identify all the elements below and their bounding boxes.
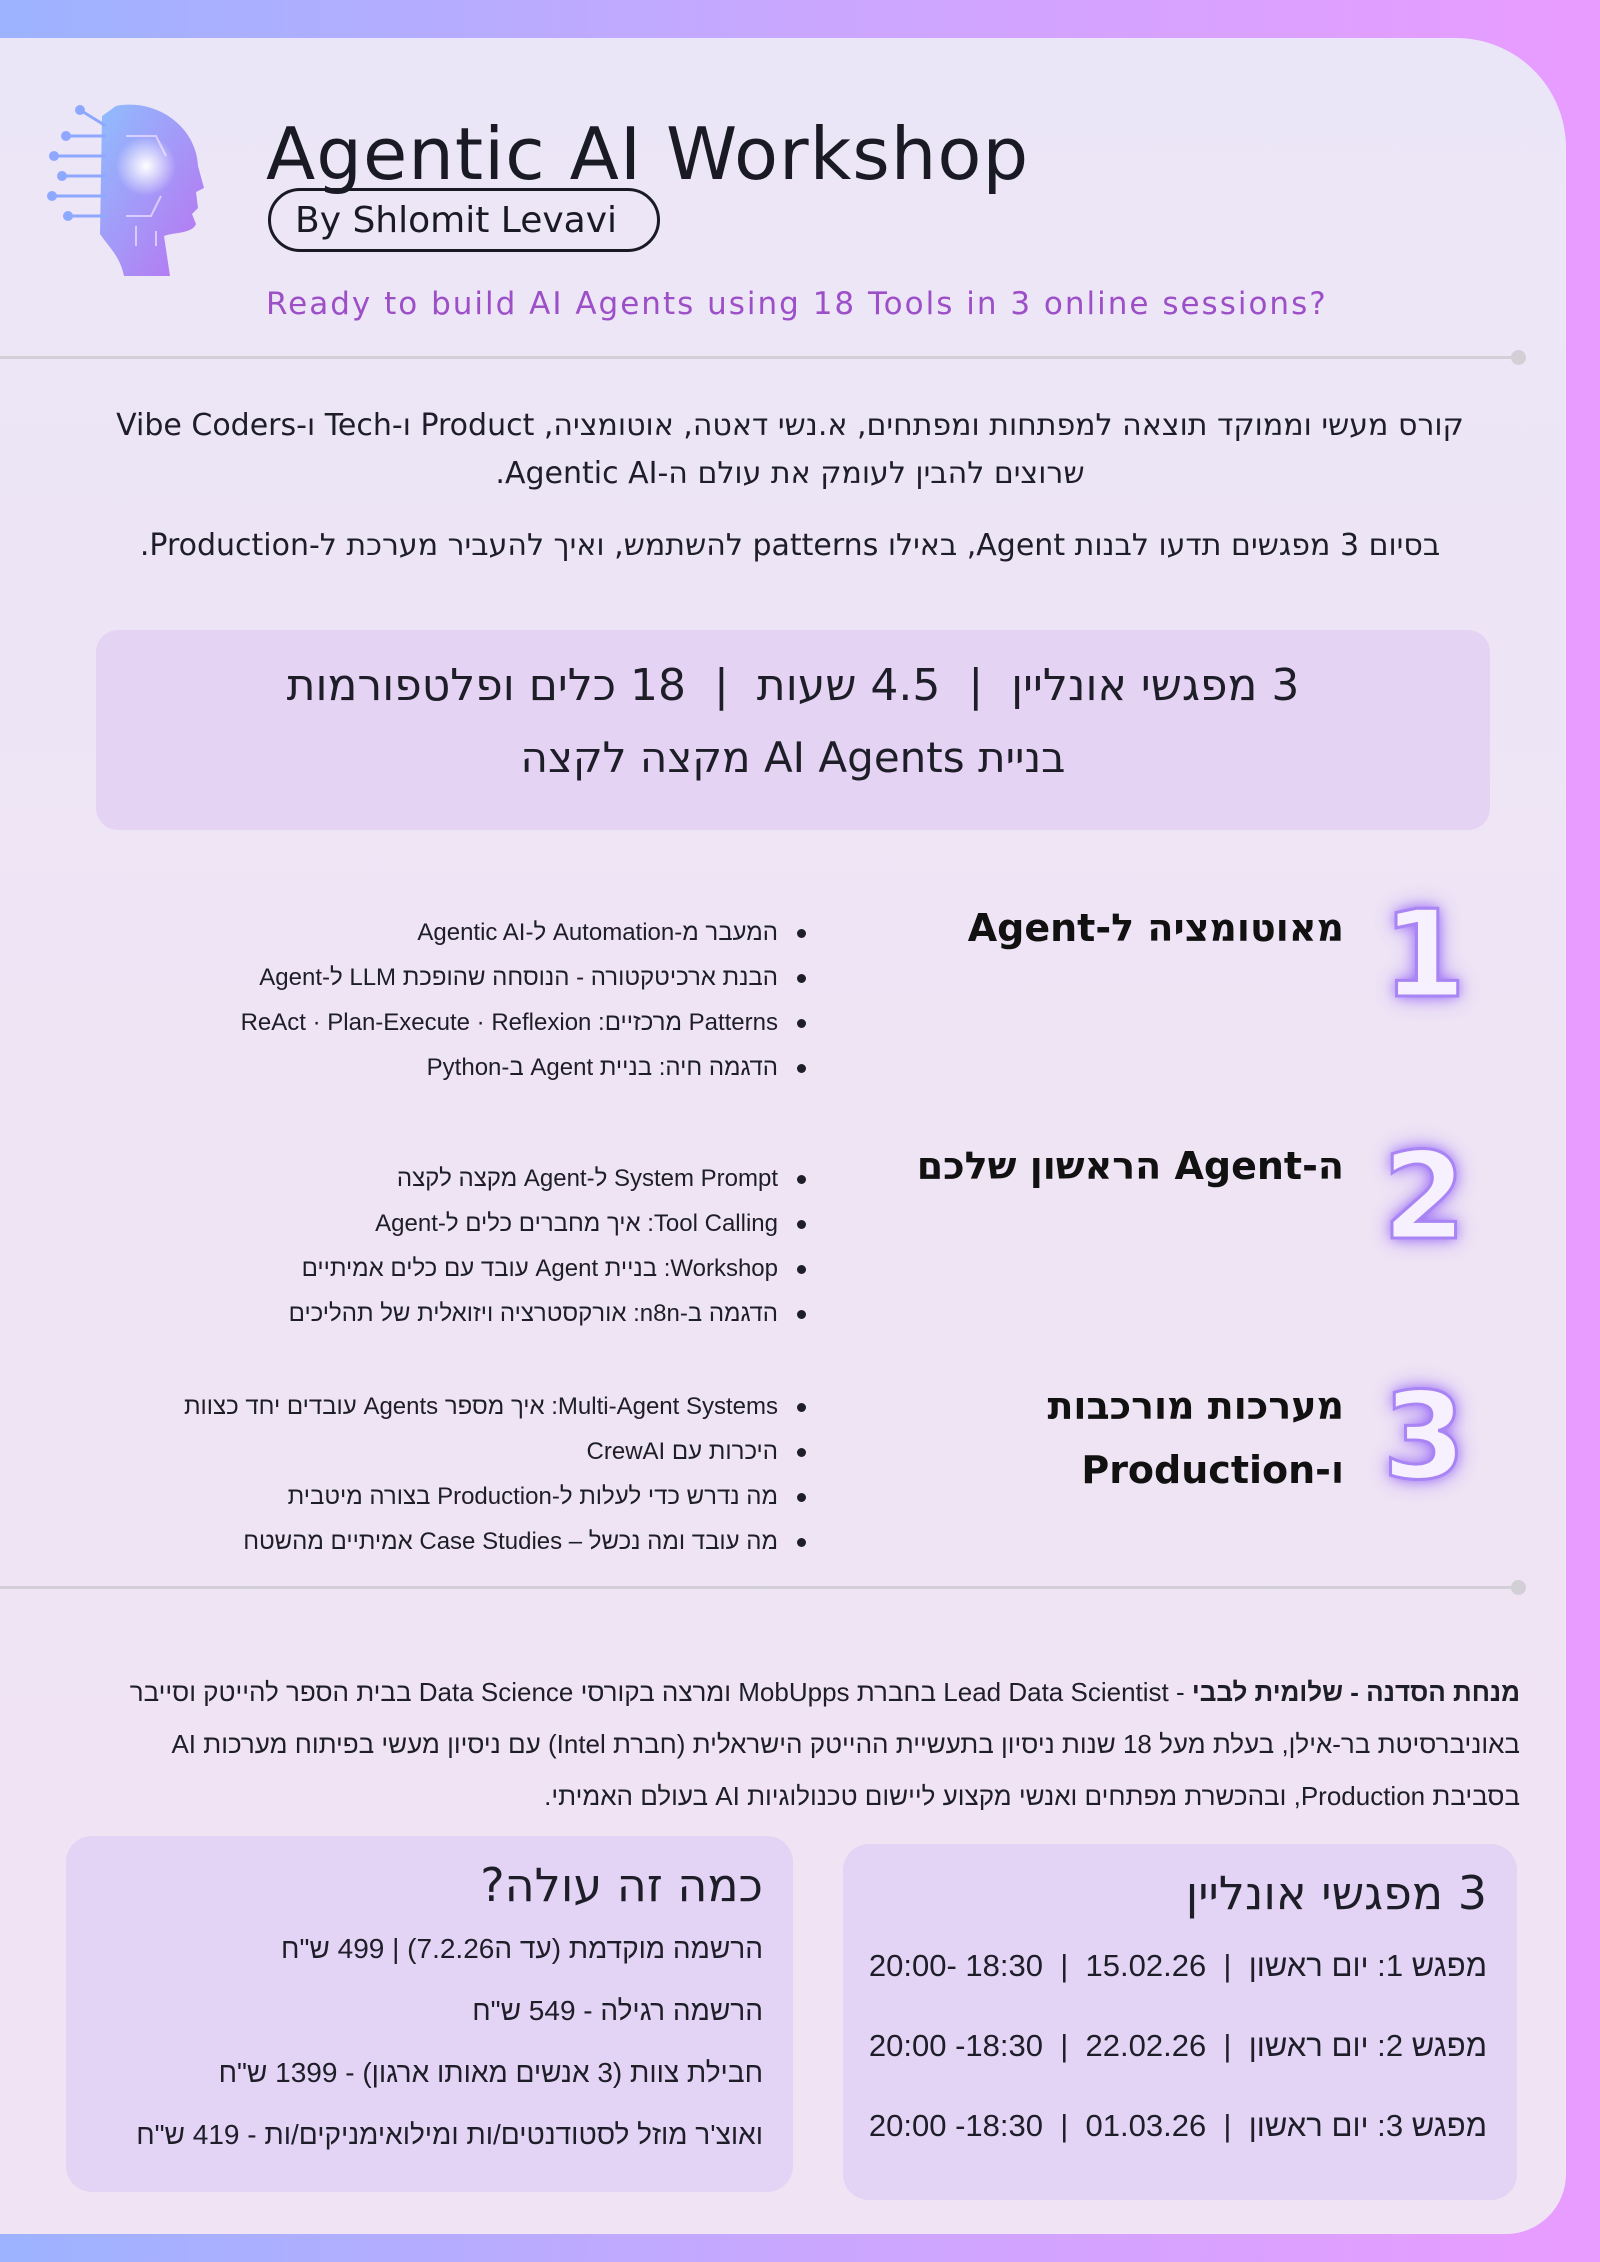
list-item: מה עובד ומה נכשל – Case Studies אמיתיים מהשטח — [106, 1519, 806, 1564]
list-item: המעבר מ-Automation ל-Agentic AI — [106, 910, 806, 955]
intro-paragraph — [60, 402, 1520, 498]
list-item: מה נדרש כדי לעלות ל-Production בצורה מיטבית — [106, 1474, 806, 1519]
instructor-line — [90, 1666, 1520, 1718]
intro-line: קורס מעשי וממוקד תוצאה למפתחות ומפתחים, א.נשי דאטה, אוטומציה, Product ו-Tech ו-Vibe Coders — [116, 408, 1464, 443]
instructor-name: מנחת הסדנה - שלומית לבבי — [1191, 1677, 1520, 1707]
list-item: System Prompt ל-Agent מקצה לקצה — [106, 1156, 806, 1201]
divider — [0, 1586, 1520, 1589]
list-item: Tool Calling: איך מחברים כלים ל-Agent — [106, 1201, 806, 1246]
session-title — [824, 1374, 1344, 1502]
instructor-line: באוניברסיטת בר-אילן, בעלת מעל 18 שנות ניסיון בתעשיית ההייטק הישראלית (חברת Intel) עם ניסיון מעשי בפיתוח מערכות AI — [171, 1729, 1520, 1759]
tagline: Ready to build AI Agents using 18 Tools in 3 online sessions? — [266, 286, 1328, 322]
price-row: חבילת צוות (3 אנשים מאותו ארגון) - 1399 ש"ח — [218, 2057, 763, 2088]
highlight-box — [96, 630, 1490, 830]
session-number: 2 — [1382, 1128, 1466, 1267]
highlight-stats: 3 מפגשי אונליין | 4.5 שעות | 18 כלים ופלטפורמות — [286, 660, 1300, 711]
highlight-subtitle: בניית AI Agents מקצה לקצה — [520, 733, 1066, 782]
intro-line: שרוצים להבין לעומק את עולם ה-Agentic AI. — [495, 456, 1085, 491]
session-title-line: ו-Production — [1081, 1448, 1344, 1492]
ai-head-icon — [46, 96, 216, 276]
date-row: מפגש 1: יום ראשון | 15.02.26 | 18:30 -20:00 — [868, 1948, 1487, 1983]
list-item: היכרות עם CrewAI — [106, 1429, 806, 1474]
session-number: 1 — [1382, 886, 1466, 1025]
price-row: הרשמה רגילה - 549 ש"ח — [472, 1995, 763, 2026]
list-item: הדגמה ב-n8n: אורקסטרציה ויזואלית של תהליכים — [106, 1291, 806, 1336]
list-item: Patterns מרכזיים: ReAct · Plan-Execute · Reflexion — [106, 1000, 806, 1045]
instructor-line: בסביבת Production, ובהכשרת מפתחים ואנשי מקצוע ליישום טכנולוגיות AI בעולם האמיתי. — [544, 1781, 1520, 1811]
session-topics — [106, 1384, 806, 1564]
intro-summary: בסיום 3 מפגשים תדעו לבנות Agent, באילו patterns להשתמש, ואיך להעביר מערכת ל-Production. — [139, 528, 1441, 563]
divider — [0, 356, 1520, 359]
price-row: ואוצ'ר מוזל לסטודנטים/ות ומילואימניקים/ות - 419 ש"ח — [136, 2119, 763, 2150]
instructor-text: - Lead Data Scientist בחברת MobUpps ומרצה בקורסי Data Science בבית הספר להייטק וסייבר — [129, 1677, 1192, 1707]
session-title: מאוטומציה ל-Agent — [967, 906, 1344, 950]
dates-card-title: 3 מפגשי אונליין — [1185, 1866, 1487, 1920]
price-card-title: כמה זה עולה? — [480, 1858, 763, 1912]
session-number: 3 — [1382, 1368, 1466, 1507]
list-item: Workshop: בניית Agent עובד עם כלים אמיתיים — [106, 1246, 806, 1291]
session-topics — [106, 1156, 806, 1336]
date-row: מפגש 2: יום ראשון | 22.02.26 | 18:30- 20:00 — [868, 2028, 1487, 2063]
price-row: הרשמה מוקדמת (עד ה7.2.26) | 499 ש"ח — [281, 1933, 763, 1964]
dates-card — [843, 1844, 1517, 2200]
poster-sheet — [0, 38, 1566, 2234]
price-card — [66, 1836, 793, 2192]
session-title: ה-Agent הראשון שלכם — [916, 1144, 1344, 1188]
list-item: Multi-Agent Systems: איך מספר Agents עובדים יחד כצוות — [106, 1384, 806, 1429]
date-row: מפגש 3: יום ראשון | 01.03.26 | 18:30- 20:00 — [868, 2108, 1487, 2143]
list-item: הדגמה חיה: בניית Agent ב-Python — [106, 1045, 806, 1090]
author-badge: By Shlomit Levavi — [268, 188, 660, 252]
workshop-title: Agentic AI Workshop — [266, 112, 1030, 196]
list-item: הבנת ארכיטקטורה - הנוסחה שהופכת LLM ל-Agent — [106, 955, 806, 1000]
instructor-bio — [90, 1666, 1520, 1822]
session-title-line: מערכות מורכבות — [1047, 1384, 1344, 1428]
session-topics — [106, 910, 806, 1090]
